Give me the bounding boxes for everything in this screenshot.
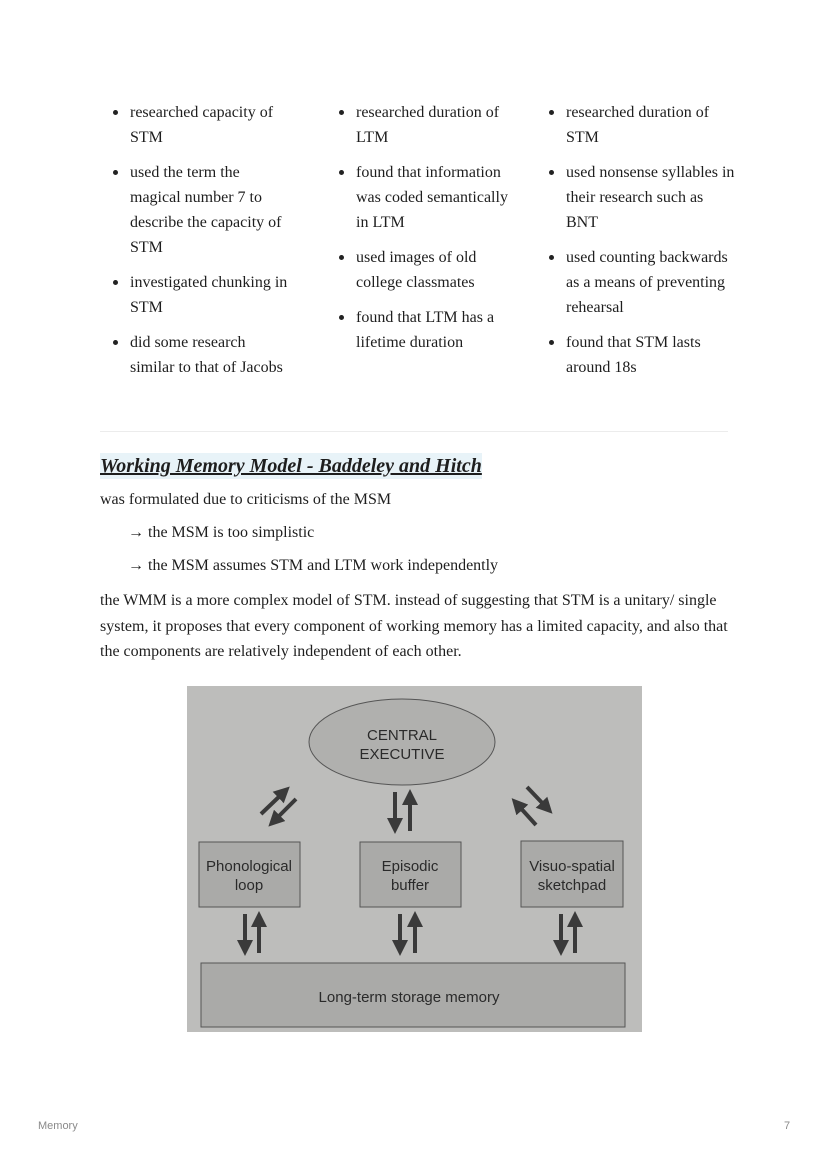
researcher-column-3	[546, 100, 736, 390]
list-item: used images of old college classmates	[336, 245, 516, 295]
divider	[100, 431, 728, 432]
list-item: used nonsense syllables in their research such as BNT	[546, 160, 736, 235]
researcher-column-2	[336, 100, 516, 365]
working-memory-diagram	[187, 686, 642, 1032]
point-1: → the MSM is too simplistic	[128, 524, 315, 541]
list-item: used the term the magical number 7 to describe the capacity of STM	[110, 160, 290, 260]
list-item: found that information was coded semantically in LTM	[336, 160, 516, 235]
phonological-label: loop	[234, 877, 264, 894]
central-label: EXECUTIVE	[359, 746, 445, 763]
researcher-column-1	[110, 100, 290, 390]
visuo-label: sketchpad	[537, 877, 607, 894]
footer-title: Memory	[38, 1120, 78, 1132]
point-2: → the MSM assumes STM and LTM work independently	[128, 557, 499, 574]
ltm-label: Long-term storage memory	[318, 989, 500, 1006]
section-heading: Working Memory Model - Baddeley and Hitch	[100, 455, 482, 477]
paragraph: the WMM is a more complex model of STM. instead of suggesting that STM is a unitary/ single system, it proposes that every component of working memory has a limited capacity, and also that the components are relatively independent of each other.	[100, 592, 728, 660]
list-item: used counting backwards as a means of preventing rehearsal	[546, 245, 736, 320]
list-item: researched duration of LTM	[336, 100, 516, 150]
visuo-label: Visuo-spatial	[529, 858, 615, 875]
episodic-label: Episodic	[381, 858, 439, 875]
central-label: CENTRAL	[366, 727, 438, 744]
list-item: researched capacity of STM	[110, 100, 290, 150]
list-item: found that STM lasts around 18s	[546, 330, 736, 380]
list-item: researched duration of STM	[546, 100, 736, 150]
intro-text: was formulated due to criticisms of the MSM	[100, 491, 392, 508]
list-item: did some research similar to that of Jacobs	[110, 330, 290, 380]
page-number: 7	[784, 1120, 791, 1132]
episodic-label: buffer	[390, 877, 430, 894]
list-item: found that LTM has a lifetime duration	[336, 305, 516, 355]
phonological-label: Phonological	[206, 858, 292, 875]
list-item: investigated chunking in STM	[110, 270, 290, 320]
